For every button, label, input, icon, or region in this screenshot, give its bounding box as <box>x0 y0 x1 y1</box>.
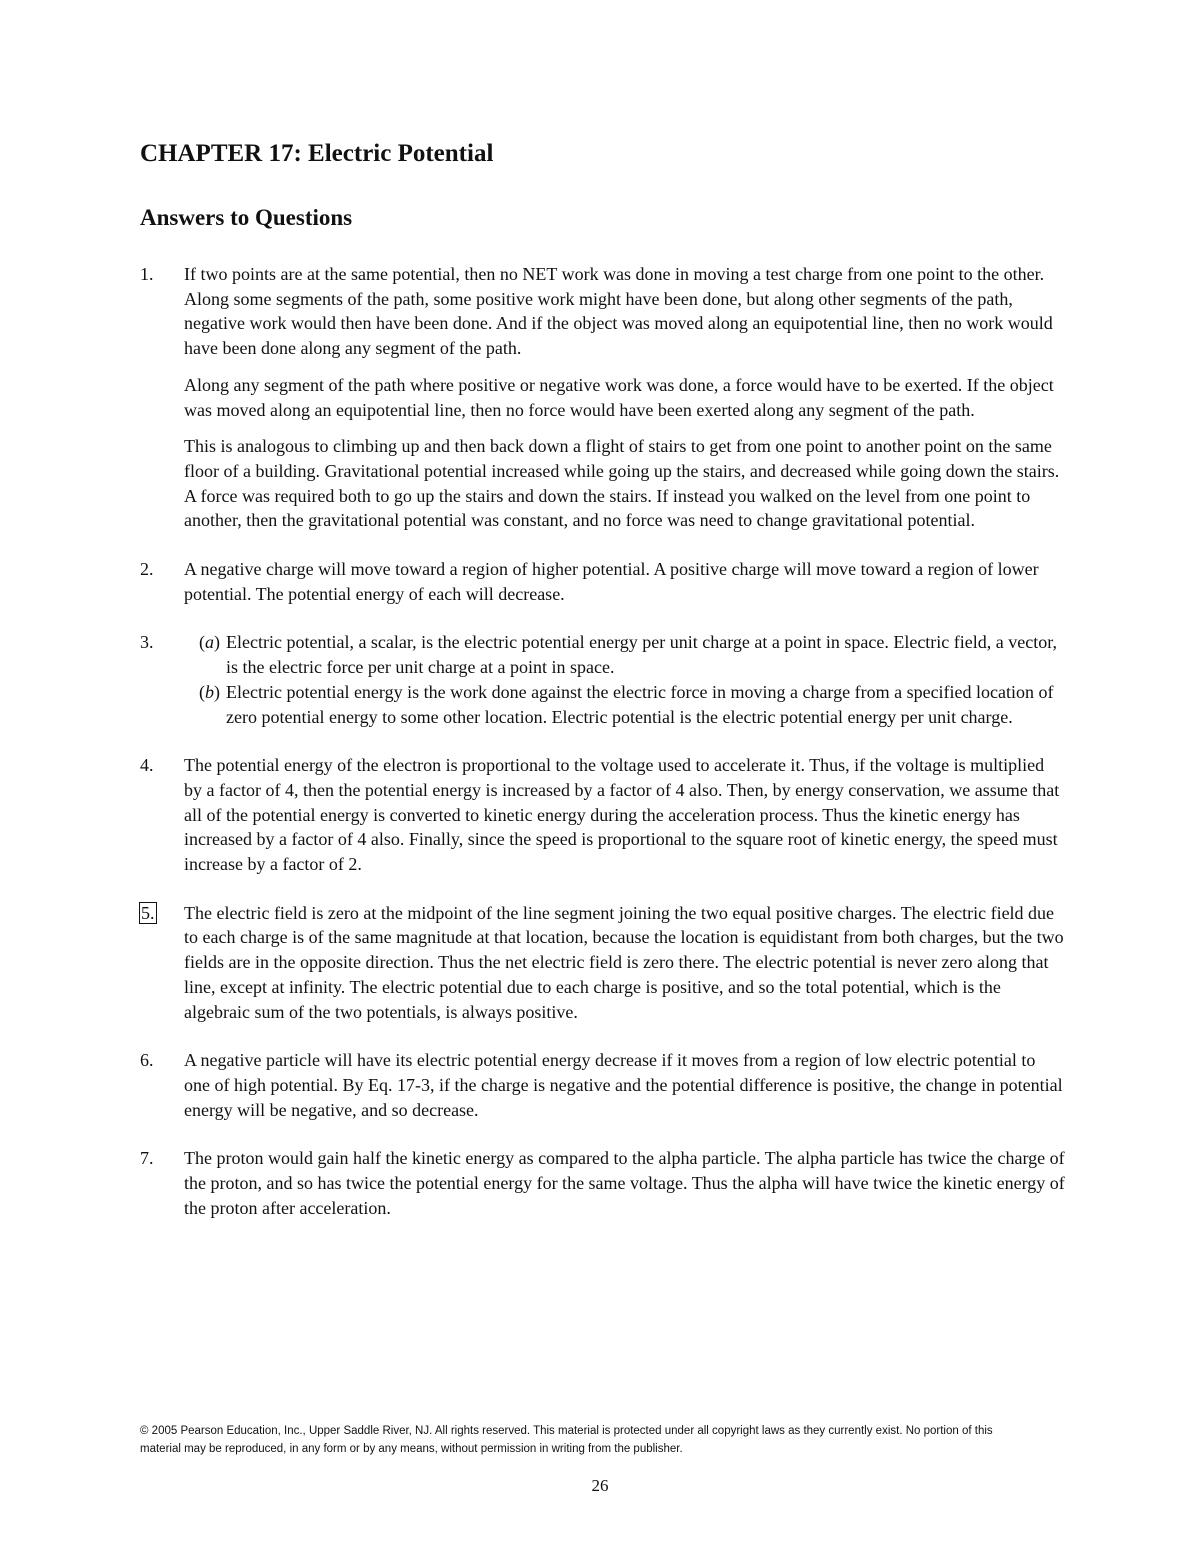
part-label: (a) <box>199 632 220 653</box>
answer-paragraph: This is analogous to climbing up and then back down a flight of stairs to get from one point to another point on the same floor of a building. Gravitational potential increased while going up the stairs, and decreased while going down the stairs. A force was required both to go up the stairs and down the stairs. If instead you walked on the level from one point to another, then the gravitational potential was constant, and no force was need to change gravitational potential. <box>184 436 1060 531</box>
question-1 <box>140 262 1065 533</box>
question-number-boxed: 5. <box>141 902 155 923</box>
question-7 <box>140 1146 1065 1220</box>
question-number: 1. <box>140 264 154 284</box>
answer-paragraph: A negative charge will move toward a region of higher potential. A positive charge will move toward a region of lower potential. The potential energy of each will decrease. <box>184 559 1039 604</box>
part-text: Electric potential energy is the work done against the electric force in moving a charge from a specified location of zero potential energy to some other location. Electric potential is the electric potential energy per unit charge. <box>226 681 1054 727</box>
page-number: 26 <box>591 1476 609 1495</box>
question-number: 6. <box>140 1050 154 1071</box>
copyright-footer: © 2005 Pearson Education, Inc., Upper Saddle River, NJ. All rights reserved. This material is protected under all copyright laws as they currently exist. No portion of this material may be reproduced, in any form or by any means, without permission in writing from the publisher. <box>140 1425 993 1455</box>
question-number: 7. <box>140 1148 154 1169</box>
answer-paragraph: A negative particle will have its electric potential energy decrease if it moves from a region of low electric potential to one of high potential. By Eq. 17-3, if the charge is negative and the potential difference is positive, the change in potential energy will be negative, and so decrease. <box>184 1050 1063 1120</box>
answer-paragraph: Along any segment of the path where positive or negative work was done, a force would have to be exerted. If the object was moved along an equipotential line, then no force would have been exerted along any segment of the path. <box>184 374 1054 420</box>
question-number: 2. <box>140 559 154 580</box>
answer-paragraph: The proton would gain half the kinetic energy as compared to the alpha particle. The alpha particle has twice the charge of the proton, and so has twice the potential energy for the same voltage. Thus the alpha will have twice the kinetic energy of the proton after acceleration. <box>184 1148 1065 1218</box>
question-number: 4. <box>140 755 154 776</box>
chapter-title: CHAPTER 17: Electric Potential <box>140 140 494 167</box>
question-2 <box>140 557 1065 606</box>
answer-part-a <box>184 630 1065 679</box>
question-3 <box>140 630 1065 729</box>
question-6 <box>140 1048 1065 1122</box>
part-label: (b) <box>199 681 220 702</box>
answer-paragraph: The potential energy of the electron is proportional to the voltage used to accelerate it. Thus, if the voltage is multiplied by a factor of 4, then the potential energy is increased by a factor of 4 also. Then, by energy conservation, we assume that all of the potential energy is converted to kinetic energy during the acceleration process. Thus the kinetic energy has increased by a factor of 4 also. Finally, since the speed is proportional to the square root of kinetic energy, the speed must increase by a factor of 2. <box>184 755 1060 875</box>
section-title: Answers to Questions <box>140 205 353 230</box>
answer-paragraph: If two points are at the same potential, then no NET work was done in moving a test charge from one point to the other. Along some segments of the path, some positive work might have been done, but along other segments of the path, negative work would then have been done. And if the object was moved along an equipotential line, then no work would have been done along any segment of the path. <box>184 264 1053 359</box>
question-5 <box>140 901 1065 1025</box>
question-number: 3. <box>140 632 154 653</box>
question-list <box>140 262 1065 1221</box>
answer-part-b <box>184 680 1065 729</box>
part-text: Electric potential, a scalar, is the electric potential energy per unit charge at a point in space. Electric field, a vector, is the electric force per unit charge at a point in space. <box>226 632 1058 678</box>
answer-paragraph: The electric field is zero at the midpoint of the line segment joining the two equal positive charges. The electric field due to each charge is of the same magnitude at that location, because the location is equidistant from both charges, but the two fields are in the opposite direction. Thus the net electric field is zero there. The electric potential is never zero along that line, except at infinity. The electric potential due to each charge is positive, and so the total potential, which is the algebraic sum of the two potentials, is always positive. <box>184 902 1064 1022</box>
question-4 <box>140 753 1065 877</box>
